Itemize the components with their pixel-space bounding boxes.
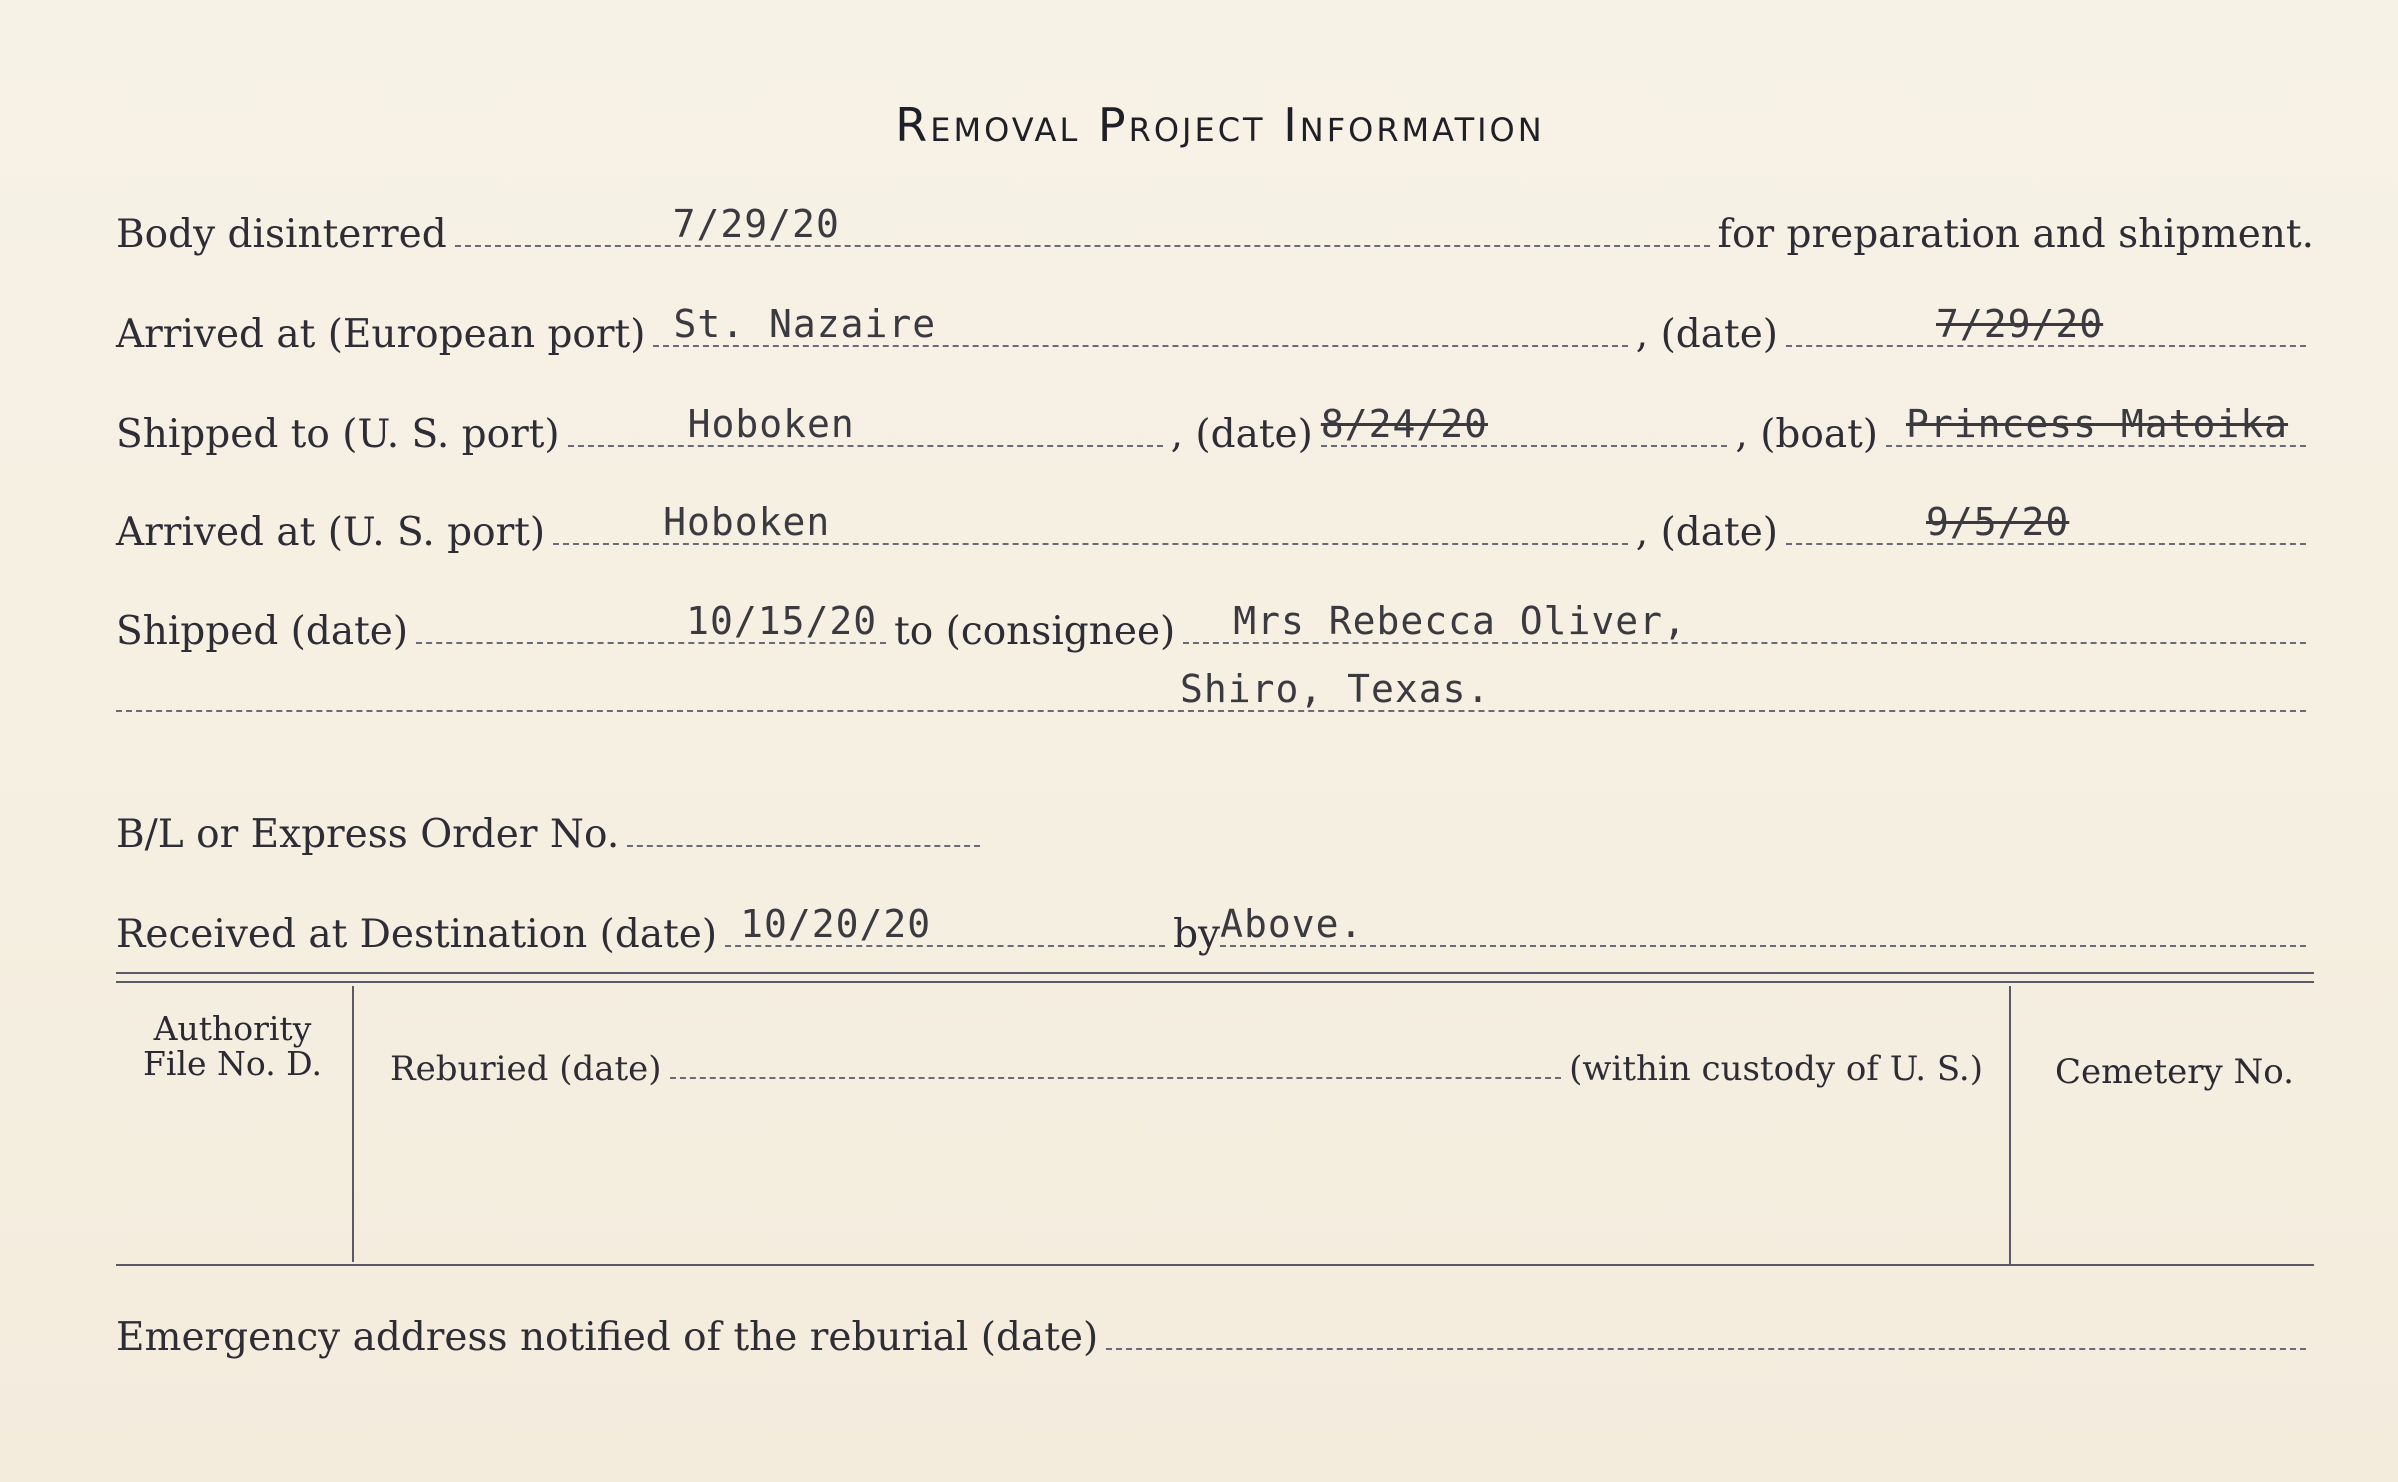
shipped-date-label-2: Shipped (date) — [116, 609, 409, 654]
box-divider-left — [352, 986, 354, 1262]
consignee-field[interactable] — [1183, 599, 2306, 644]
consignee-address-field[interactable] — [116, 667, 2306, 712]
european-port-value: St. Nazaire — [673, 302, 937, 346]
box-bottom-line — [116, 1264, 2314, 1266]
cemetery-no-label: Cemetery No. — [2055, 1052, 2294, 1092]
emergency-date-field[interactable] — [1106, 1348, 2306, 1350]
european-date-value: 7/29/20 — [1936, 302, 2104, 346]
boat-label: , (boat) — [1735, 412, 1878, 457]
row-body-disinterred — [116, 202, 2314, 257]
body-disinterred-field[interactable] — [455, 202, 1710, 247]
shipped-us-date-field[interactable] — [1320, 402, 1728, 447]
authority-label: Authority — [153, 1009, 312, 1048]
row-shipped-us — [116, 402, 2314, 457]
emergency-label: Emergency address notified of the reburial (date) — [116, 1315, 1099, 1360]
row-received — [116, 902, 2314, 957]
body-disinterred-suffix: for preparation and shipment. — [1717, 212, 2314, 257]
row-consignee-address — [116, 667, 2314, 719]
row-arrived-european — [116, 302, 2314, 357]
bl-order-label: B/L or Express Order No. — [116, 812, 620, 857]
arrived-us-date-value: 9/5/20 — [1926, 500, 2070, 544]
page-title: Removal Project Information — [895, 98, 1545, 152]
shipped-date-value: 10/15/20 — [686, 599, 878, 643]
us-port-value: Hoboken — [687, 402, 855, 446]
consignee-value: Mrs Rebecca Oliver, — [1233, 599, 1687, 643]
box-top-line-2 — [116, 981, 2314, 983]
boat-value: Princess Matoika — [1906, 402, 2289, 446]
reburied-label: Reburied (date) — [390, 1049, 662, 1089]
box-divider-right — [2009, 986, 2011, 1264]
shipped-date-label: , (date) — [1170, 412, 1313, 457]
arrived-us-port-value: Hoboken — [663, 500, 831, 544]
european-port-field[interactable] — [653, 302, 1627, 347]
body-disinterred-label: Body disinterred — [116, 212, 447, 257]
consignee-label: to (consignee) — [894, 609, 1176, 654]
row-arrived-us — [116, 500, 2314, 555]
body-disinterred-value: 7/29/20 — [672, 202, 840, 246]
received-by-value: Above. — [1220, 902, 1364, 946]
received-by-label: by — [1173, 912, 1221, 957]
european-date-label: , (date) — [1635, 312, 1778, 357]
box-top-line-1 — [116, 972, 2314, 974]
arrived-us-port-field[interactable] — [553, 500, 1628, 545]
row-bl-order — [116, 812, 988, 857]
arrived-us-date-field[interactable] — [1786, 500, 2306, 545]
bl-order-field[interactable] — [627, 845, 980, 847]
shipped-us-label: Shipped to (U. S. port) — [116, 412, 560, 457]
reburied-date-field[interactable] — [670, 1077, 1562, 1079]
boat-field[interactable] — [1886, 402, 2306, 447]
us-port-field[interactable] — [568, 402, 1163, 447]
authority-block — [120, 1009, 345, 1083]
row-reburied — [390, 1049, 1983, 1089]
arrived-us-label: Arrived at (U. S. port) — [116, 510, 546, 555]
file-no-label: File No. D. — [143, 1043, 322, 1083]
received-label: Received at Destination (date) — [116, 912, 718, 957]
custody-label: (within custody of U. S.) — [1569, 1049, 1983, 1089]
arrived-us-date-label: , (date) — [1635, 510, 1778, 555]
european-date-field[interactable] — [1786, 302, 2306, 347]
shipped-date-field[interactable] — [416, 599, 886, 644]
row-shipped-date — [116, 599, 2314, 654]
arrived-european-label: Arrived at (European port) — [116, 312, 646, 357]
received-date-value: 10/20/20 — [740, 902, 932, 946]
received-by-field[interactable] — [1220, 902, 2306, 947]
shipped-us-date-value: 8/24/20 — [1320, 402, 1488, 446]
consignee-address-value: Shiro, Texas. — [1180, 667, 1491, 711]
received-date-field[interactable] — [725, 902, 1165, 947]
row-emergency — [116, 1315, 2314, 1360]
